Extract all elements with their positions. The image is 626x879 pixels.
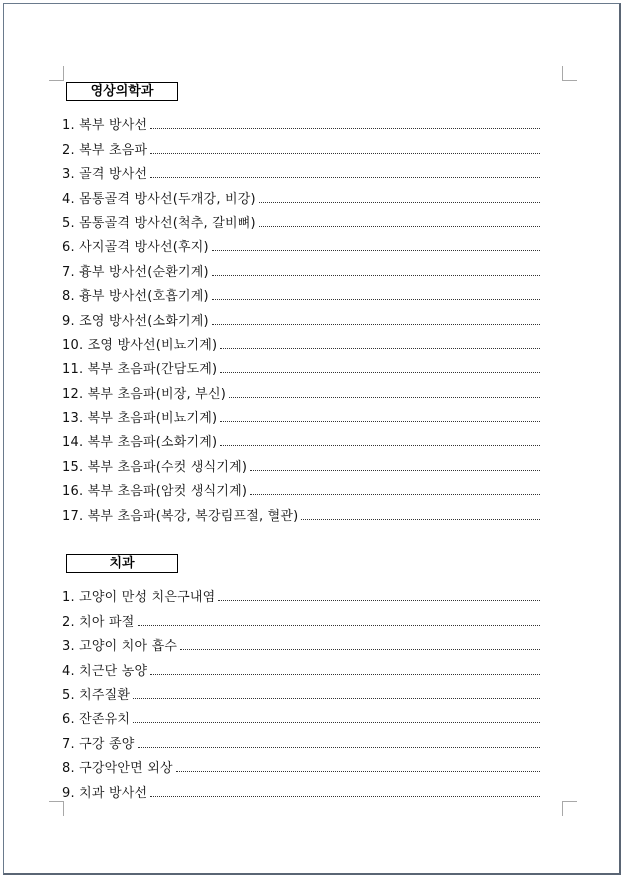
dot-leader <box>220 445 540 446</box>
toc-entry-label: 17. 복부 초음파(복강, 복강림프절, 혈관) <box>62 508 299 524</box>
toc-entry-label: 6. 잔존유치 <box>62 712 131 728</box>
toc-entry-label: 5. 치주질환 <box>62 687 131 703</box>
dot-leader <box>259 202 540 203</box>
toc-entry[interactable] <box>62 329 540 353</box>
toc-entry[interactable] <box>62 304 540 328</box>
toc-entry[interactable] <box>62 158 540 182</box>
toc-entry-label: 12. 복부 초음파(비장, 부신) <box>62 386 226 402</box>
toc-entry-label: 6. 사지골격 방사선(후지) <box>62 240 209 256</box>
toc-entry-label: 1. 복부 방사선 <box>62 118 148 134</box>
dot-leader <box>220 421 540 422</box>
toc-entry[interactable] <box>62 679 540 703</box>
section-title-dentistry: 치과 <box>66 554 178 573</box>
toc-entry-label: 1. 고양이 만성 치은구내염 <box>62 590 216 606</box>
dot-leader <box>212 275 540 276</box>
toc-entry[interactable] <box>62 255 540 279</box>
toc-entry[interactable] <box>62 353 540 377</box>
toc-list-dentistry <box>62 581 540 801</box>
dot-leader <box>212 324 540 325</box>
toc-entry-label: 10. 조영 방사선(비뇨기계) <box>62 337 218 353</box>
toc-entry[interactable] <box>62 475 540 499</box>
margin-corner-bottom-left <box>49 801 64 816</box>
toc-entry-label: 3. 고양이 치아 흡수 <box>62 639 178 655</box>
toc-entry[interactable] <box>62 133 540 157</box>
dot-leader <box>229 397 540 398</box>
toc-entry-label: 8. 구강악안면 외상 <box>62 761 173 777</box>
toc-entry-label: 13. 복부 초음파(비뇨기계) <box>62 411 218 427</box>
toc-entry[interactable] <box>62 207 540 231</box>
dot-leader <box>301 519 540 520</box>
toc-entry[interactable] <box>62 231 540 255</box>
toc-entry-label: 11. 복부 초음파(간담도계) <box>62 362 218 378</box>
dot-leader <box>150 674 540 675</box>
dot-leader <box>212 250 540 251</box>
toc-entry-label: 2. 복부 초음파 <box>62 142 148 158</box>
toc-entry[interactable] <box>62 182 540 206</box>
toc-entry-label: 4. 치근단 농양 <box>62 663 148 679</box>
dot-leader <box>150 796 540 797</box>
toc-entry-label: 3. 골격 방사선 <box>62 167 148 183</box>
toc-entry[interactable] <box>62 450 540 474</box>
toc-entry-label: 8. 흉부 방사선(호흡기계) <box>62 289 209 305</box>
toc-entry-label: 9. 치과 방사선 <box>62 785 148 801</box>
margin-corner-top-right <box>562 66 577 81</box>
toc-entry[interactable] <box>62 630 540 654</box>
toc-entry[interactable] <box>62 426 540 450</box>
dot-leader <box>150 128 540 129</box>
toc-entry-label: 14. 복부 초음파(소화기계) <box>62 435 218 451</box>
dot-leader <box>180 649 540 650</box>
dot-leader <box>220 348 540 349</box>
toc-entry-label: 7. 구강 종양 <box>62 736 135 752</box>
toc-entry-label: 2. 치아 파절 <box>62 614 135 630</box>
dot-leader <box>176 771 540 772</box>
dot-leader <box>259 226 540 227</box>
dot-leader <box>133 698 540 699</box>
dot-leader <box>138 625 541 626</box>
dot-leader <box>138 747 541 748</box>
margin-corner-top-left <box>49 66 64 81</box>
toc-entry-label: 7. 흉부 방사선(순환기계) <box>62 264 209 280</box>
toc-entry[interactable] <box>62 776 540 800</box>
toc-entry-label: 5. 몸통골격 방사선(척추, 갈비뼈) <box>62 215 256 231</box>
section-title-radiology: 영상의학과 <box>66 82 178 101</box>
toc-entry[interactable] <box>62 499 540 523</box>
margin-corner-bottom-right <box>562 801 577 816</box>
dot-leader <box>150 177 540 178</box>
toc-entry[interactable] <box>62 703 540 727</box>
toc-entry[interactable] <box>62 581 540 605</box>
toc-entry[interactable] <box>62 402 540 426</box>
dot-leader <box>150 153 540 154</box>
toc-entry[interactable] <box>62 109 540 133</box>
dot-leader <box>218 600 540 601</box>
dot-leader <box>250 470 540 471</box>
toc-entry[interactable] <box>62 280 540 304</box>
toc-entry-label: 4. 몸통골격 방사선(두개강, 비강) <box>62 191 256 207</box>
toc-entry[interactable] <box>62 605 540 629</box>
toc-entry[interactable] <box>62 752 540 776</box>
toc-entry-label: 9. 조영 방사선(소화기계) <box>62 313 209 329</box>
toc-list-radiology <box>62 109 540 524</box>
dot-leader <box>133 722 540 723</box>
toc-entry-label: 16. 복부 초음파(암컷 생식기계) <box>62 484 248 500</box>
dot-leader <box>250 494 540 495</box>
toc-entry[interactable] <box>62 727 540 751</box>
toc-entry-label: 15. 복부 초음파(수컷 생식기계) <box>62 459 248 475</box>
dot-leader <box>220 372 540 373</box>
toc-entry[interactable] <box>62 654 540 678</box>
dot-leader <box>212 299 540 300</box>
toc-entry[interactable] <box>62 377 540 401</box>
